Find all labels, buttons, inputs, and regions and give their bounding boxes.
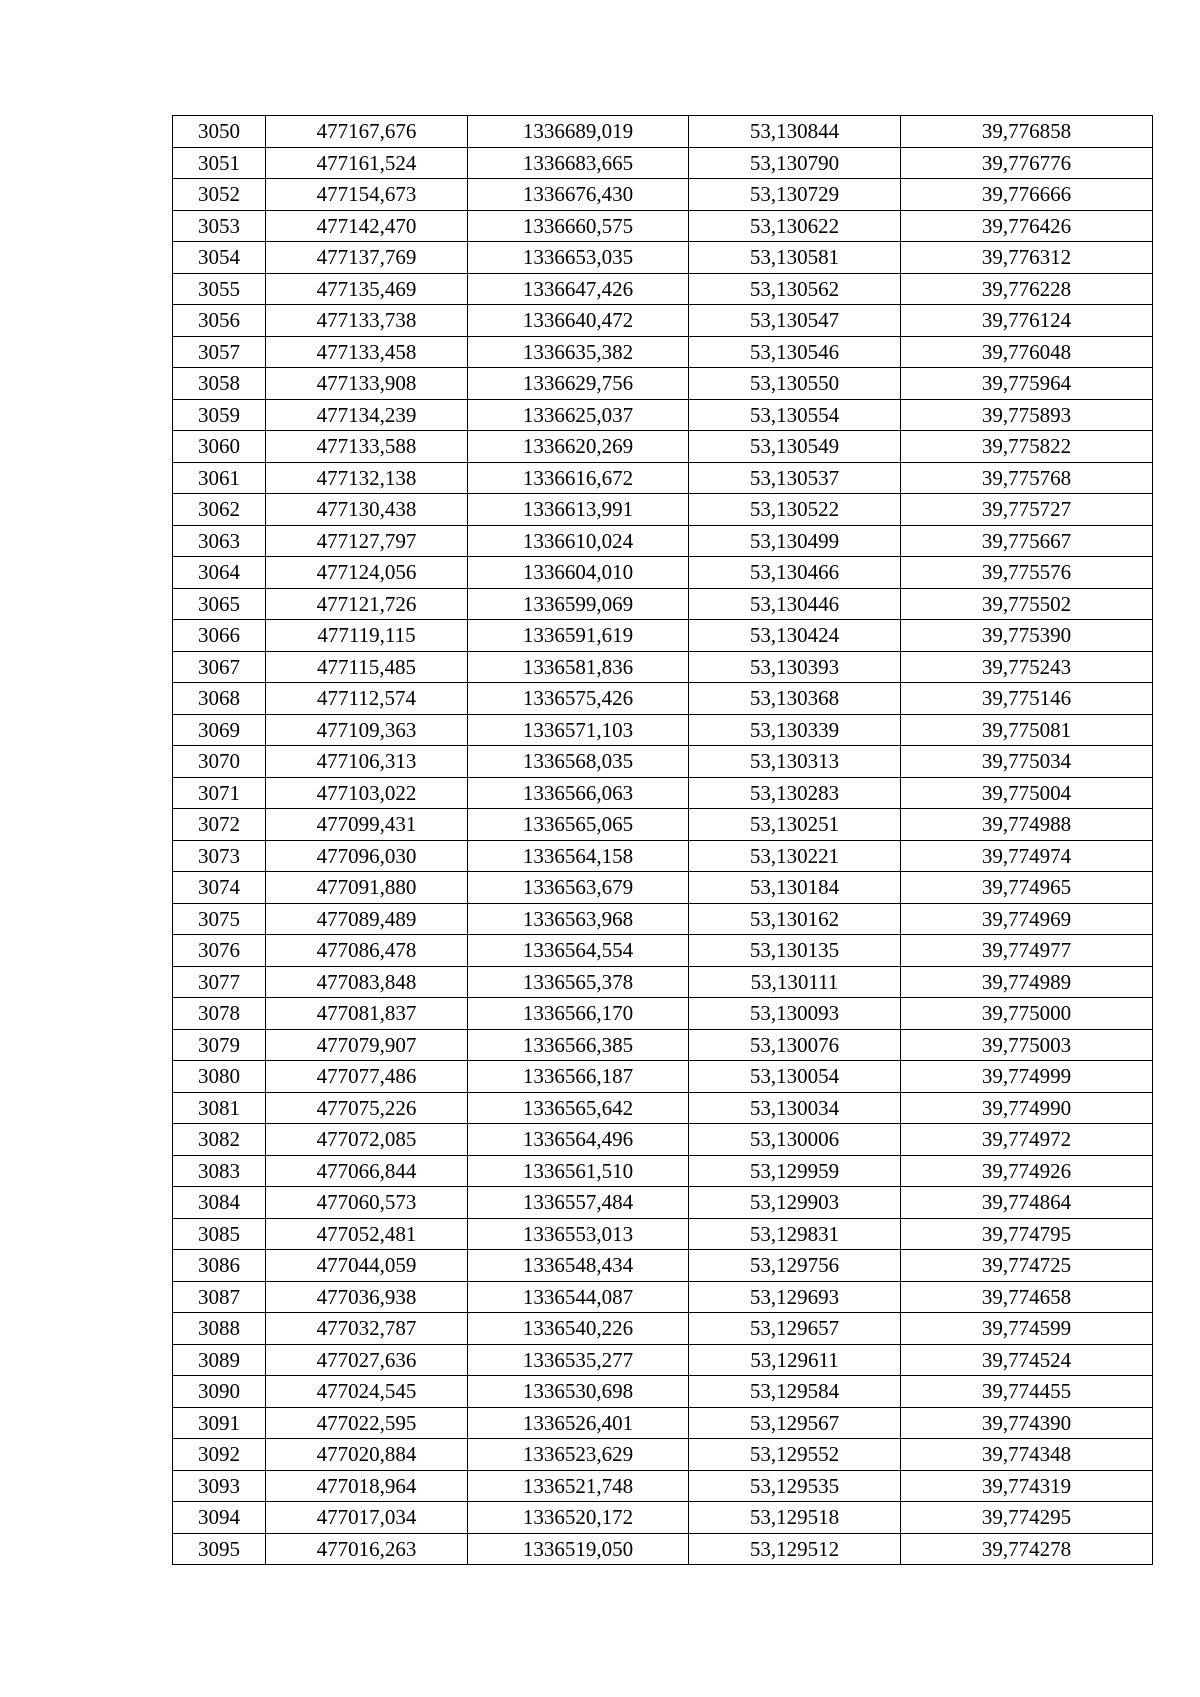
latitude-cell: 53,130622	[689, 210, 901, 242]
x-coordinate-cell: 477112,574	[266, 683, 468, 715]
latitude-cell: 53,130549	[689, 431, 901, 463]
x-coordinate-cell: 477161,524	[266, 147, 468, 179]
latitude-cell: 53,130844	[689, 116, 901, 148]
longitude-cell: 39,774524	[901, 1344, 1153, 1376]
point-number-cell: 3086	[173, 1250, 266, 1282]
longitude-cell: 39,774972	[901, 1124, 1153, 1156]
latitude-cell: 53,130522	[689, 494, 901, 526]
latitude-cell: 53,130054	[689, 1061, 901, 1093]
x-coordinate-cell: 477022,595	[266, 1407, 468, 1439]
latitude-cell: 53,129512	[689, 1533, 901, 1565]
longitude-cell: 39,774599	[901, 1313, 1153, 1345]
longitude-cell: 39,774999	[901, 1061, 1153, 1093]
latitude-cell: 53,129693	[689, 1281, 901, 1313]
table-row	[173, 935, 1153, 967]
point-number-cell: 3060	[173, 431, 266, 463]
x-coordinate-cell: 477052,481	[266, 1218, 468, 1250]
y-coordinate-cell: 1336548,434	[468, 1250, 689, 1282]
longitude-cell: 39,774725	[901, 1250, 1153, 1282]
x-coordinate-cell: 477137,769	[266, 242, 468, 274]
y-coordinate-cell: 1336616,672	[468, 462, 689, 494]
latitude-cell: 53,130581	[689, 242, 901, 274]
y-coordinate-cell: 1336563,679	[468, 872, 689, 904]
table-row	[173, 1187, 1153, 1219]
table-row	[173, 1218, 1153, 1250]
x-coordinate-cell: 477077,486	[266, 1061, 468, 1093]
x-coordinate-cell: 477142,470	[266, 210, 468, 242]
table-row	[173, 557, 1153, 589]
x-coordinate-cell: 477027,636	[266, 1344, 468, 1376]
longitude-cell: 39,775390	[901, 620, 1153, 652]
latitude-cell: 53,130221	[689, 840, 901, 872]
y-coordinate-cell: 1336653,035	[468, 242, 689, 274]
longitude-cell: 39,774278	[901, 1533, 1153, 1565]
latitude-cell: 53,130184	[689, 872, 901, 904]
coordinates-table-body	[173, 116, 1153, 1565]
latitude-cell: 53,129657	[689, 1313, 901, 1345]
table-row	[173, 1439, 1153, 1471]
latitude-cell: 53,129611	[689, 1344, 901, 1376]
x-coordinate-cell: 477075,226	[266, 1092, 468, 1124]
x-coordinate-cell: 477121,726	[266, 588, 468, 620]
x-coordinate-cell: 477036,938	[266, 1281, 468, 1313]
longitude-cell: 39,774295	[901, 1502, 1153, 1534]
x-coordinate-cell: 477106,313	[266, 746, 468, 778]
y-coordinate-cell: 1336519,050	[468, 1533, 689, 1565]
latitude-cell: 53,130135	[689, 935, 901, 967]
point-number-cell: 3061	[173, 462, 266, 494]
longitude-cell: 39,775000	[901, 998, 1153, 1030]
longitude-cell: 39,775964	[901, 368, 1153, 400]
table-row	[173, 116, 1153, 148]
y-coordinate-cell: 1336561,510	[468, 1155, 689, 1187]
table-row	[173, 494, 1153, 526]
y-coordinate-cell: 1336564,496	[468, 1124, 689, 1156]
y-coordinate-cell: 1336613,991	[468, 494, 689, 526]
table-row	[173, 210, 1153, 242]
point-number-cell: 3092	[173, 1439, 266, 1471]
point-number-cell: 3065	[173, 588, 266, 620]
point-number-cell: 3056	[173, 305, 266, 337]
y-coordinate-cell: 1336564,158	[468, 840, 689, 872]
x-coordinate-cell: 477060,573	[266, 1187, 468, 1219]
y-coordinate-cell: 1336564,554	[468, 935, 689, 967]
longitude-cell: 39,774864	[901, 1187, 1153, 1219]
x-coordinate-cell: 477032,787	[266, 1313, 468, 1345]
y-coordinate-cell: 1336575,426	[468, 683, 689, 715]
table-row	[173, 368, 1153, 400]
x-coordinate-cell: 477066,844	[266, 1155, 468, 1187]
latitude-cell: 53,129552	[689, 1439, 901, 1471]
longitude-cell: 39,775502	[901, 588, 1153, 620]
latitude-cell: 53,130499	[689, 525, 901, 557]
x-coordinate-cell: 477115,485	[266, 651, 468, 683]
y-coordinate-cell: 1336521,748	[468, 1470, 689, 1502]
longitude-cell: 39,776228	[901, 273, 1153, 305]
longitude-cell: 39,774974	[901, 840, 1153, 872]
y-coordinate-cell: 1336689,019	[468, 116, 689, 148]
table-row	[173, 1281, 1153, 1313]
table-row	[173, 1061, 1153, 1093]
point-number-cell: 3091	[173, 1407, 266, 1439]
x-coordinate-cell: 477016,263	[266, 1533, 468, 1565]
x-coordinate-cell: 477079,907	[266, 1029, 468, 1061]
table-row	[173, 620, 1153, 652]
x-coordinate-cell: 477133,458	[266, 336, 468, 368]
y-coordinate-cell: 1336581,836	[468, 651, 689, 683]
point-number-cell: 3095	[173, 1533, 266, 1565]
table-row	[173, 872, 1153, 904]
longitude-cell: 39,774390	[901, 1407, 1153, 1439]
point-number-cell: 3090	[173, 1376, 266, 1408]
x-coordinate-cell: 477044,059	[266, 1250, 468, 1282]
latitude-cell: 53,130729	[689, 179, 901, 211]
point-number-cell: 3093	[173, 1470, 266, 1502]
point-number-cell: 3059	[173, 399, 266, 431]
table-row	[173, 746, 1153, 778]
latitude-cell: 53,129567	[689, 1407, 901, 1439]
point-number-cell: 3063	[173, 525, 266, 557]
x-coordinate-cell: 477134,239	[266, 399, 468, 431]
table-row	[173, 998, 1153, 1030]
table-row	[173, 809, 1153, 841]
table-row	[173, 1407, 1153, 1439]
y-coordinate-cell: 1336676,430	[468, 179, 689, 211]
longitude-cell: 39,776048	[901, 336, 1153, 368]
point-number-cell: 3070	[173, 746, 266, 778]
longitude-cell: 39,774989	[901, 966, 1153, 998]
latitude-cell: 53,129959	[689, 1155, 901, 1187]
table-row	[173, 1313, 1153, 1345]
table-row	[173, 305, 1153, 337]
longitude-cell: 39,774988	[901, 809, 1153, 841]
point-number-cell: 3053	[173, 210, 266, 242]
x-coordinate-cell: 477018,964	[266, 1470, 468, 1502]
longitude-cell: 39,776426	[901, 210, 1153, 242]
table-row	[173, 336, 1153, 368]
longitude-cell: 39,775727	[901, 494, 1153, 526]
x-coordinate-cell: 477130,438	[266, 494, 468, 526]
x-coordinate-cell: 477154,673	[266, 179, 468, 211]
point-number-cell: 3062	[173, 494, 266, 526]
point-number-cell: 3075	[173, 903, 266, 935]
point-number-cell: 3077	[173, 966, 266, 998]
x-coordinate-cell: 477072,085	[266, 1124, 468, 1156]
latitude-cell: 53,130550	[689, 368, 901, 400]
y-coordinate-cell: 1336620,269	[468, 431, 689, 463]
y-coordinate-cell: 1336566,385	[468, 1029, 689, 1061]
point-number-cell: 3067	[173, 651, 266, 683]
longitude-cell: 39,774969	[901, 903, 1153, 935]
longitude-cell: 39,774990	[901, 1092, 1153, 1124]
longitude-cell: 39,774965	[901, 872, 1153, 904]
longitude-cell: 39,774455	[901, 1376, 1153, 1408]
longitude-cell: 39,774977	[901, 935, 1153, 967]
y-coordinate-cell: 1336565,642	[468, 1092, 689, 1124]
x-coordinate-cell: 477135,469	[266, 273, 468, 305]
y-coordinate-cell: 1336683,665	[468, 147, 689, 179]
point-number-cell: 3084	[173, 1187, 266, 1219]
y-coordinate-cell: 1336610,024	[468, 525, 689, 557]
x-coordinate-cell: 477167,676	[266, 116, 468, 148]
latitude-cell: 53,130393	[689, 651, 901, 683]
latitude-cell: 53,130093	[689, 998, 901, 1030]
point-number-cell: 3089	[173, 1344, 266, 1376]
latitude-cell: 53,130162	[689, 903, 901, 935]
point-number-cell: 3082	[173, 1124, 266, 1156]
latitude-cell: 53,130034	[689, 1092, 901, 1124]
x-coordinate-cell: 477109,363	[266, 714, 468, 746]
table-row	[173, 1092, 1153, 1124]
table-row	[173, 1250, 1153, 1282]
latitude-cell: 53,130313	[689, 746, 901, 778]
longitude-cell: 39,774319	[901, 1470, 1153, 1502]
y-coordinate-cell: 1336557,484	[468, 1187, 689, 1219]
latitude-cell: 53,130251	[689, 809, 901, 841]
point-number-cell: 3078	[173, 998, 266, 1030]
x-coordinate-cell: 477133,588	[266, 431, 468, 463]
table-row	[173, 840, 1153, 872]
y-coordinate-cell: 1336640,472	[468, 305, 689, 337]
point-number-cell: 3054	[173, 242, 266, 274]
table-row	[173, 399, 1153, 431]
y-coordinate-cell: 1336571,103	[468, 714, 689, 746]
latitude-cell: 53,129518	[689, 1502, 901, 1534]
table-row	[173, 1502, 1153, 1534]
x-coordinate-cell: 477017,034	[266, 1502, 468, 1534]
point-number-cell: 3071	[173, 777, 266, 809]
y-coordinate-cell: 1336530,698	[468, 1376, 689, 1408]
longitude-cell: 39,775146	[901, 683, 1153, 715]
y-coordinate-cell: 1336520,172	[468, 1502, 689, 1534]
latitude-cell: 53,130283	[689, 777, 901, 809]
x-coordinate-cell: 477099,431	[266, 809, 468, 841]
point-number-cell: 3080	[173, 1061, 266, 1093]
point-number-cell: 3087	[173, 1281, 266, 1313]
longitude-cell: 39,776312	[901, 242, 1153, 274]
y-coordinate-cell: 1336604,010	[468, 557, 689, 589]
latitude-cell: 53,130368	[689, 683, 901, 715]
y-coordinate-cell: 1336568,035	[468, 746, 689, 778]
table-row	[173, 714, 1153, 746]
longitude-cell: 39,774348	[901, 1439, 1153, 1471]
point-number-cell: 3076	[173, 935, 266, 967]
point-number-cell: 3083	[173, 1155, 266, 1187]
table-row	[173, 1470, 1153, 1502]
table-row	[173, 777, 1153, 809]
latitude-cell: 53,130562	[689, 273, 901, 305]
table-row	[173, 966, 1153, 998]
point-number-cell: 3051	[173, 147, 266, 179]
x-coordinate-cell: 477081,837	[266, 998, 468, 1030]
y-coordinate-cell: 1336526,401	[468, 1407, 689, 1439]
longitude-cell: 39,775081	[901, 714, 1153, 746]
longitude-cell: 39,776776	[901, 147, 1153, 179]
y-coordinate-cell: 1336566,187	[468, 1061, 689, 1093]
x-coordinate-cell: 477124,056	[266, 557, 468, 589]
y-coordinate-cell: 1336563,968	[468, 903, 689, 935]
y-coordinate-cell: 1336660,575	[468, 210, 689, 242]
table-row	[173, 1376, 1153, 1408]
table-row	[173, 179, 1153, 211]
y-coordinate-cell: 1336544,087	[468, 1281, 689, 1313]
y-coordinate-cell: 1336523,629	[468, 1439, 689, 1471]
latitude-cell: 53,130554	[689, 399, 901, 431]
table-row	[173, 588, 1153, 620]
x-coordinate-cell: 477132,138	[266, 462, 468, 494]
latitude-cell: 53,129903	[689, 1187, 901, 1219]
longitude-cell: 39,774795	[901, 1218, 1153, 1250]
point-number-cell: 3072	[173, 809, 266, 841]
longitude-cell: 39,776124	[901, 305, 1153, 337]
point-number-cell: 3050	[173, 116, 266, 148]
latitude-cell: 53,130424	[689, 620, 901, 652]
y-coordinate-cell: 1336565,378	[468, 966, 689, 998]
point-number-cell: 3052	[173, 179, 266, 211]
y-coordinate-cell: 1336647,426	[468, 273, 689, 305]
latitude-cell: 53,129756	[689, 1250, 901, 1282]
y-coordinate-cell: 1336566,170	[468, 998, 689, 1030]
point-number-cell: 3073	[173, 840, 266, 872]
table-row	[173, 242, 1153, 274]
latitude-cell: 53,130339	[689, 714, 901, 746]
table-row	[173, 1124, 1153, 1156]
longitude-cell: 39,774926	[901, 1155, 1153, 1187]
y-coordinate-cell: 1336566,063	[468, 777, 689, 809]
x-coordinate-cell: 477083,848	[266, 966, 468, 998]
table-row	[173, 431, 1153, 463]
point-number-cell: 3069	[173, 714, 266, 746]
point-number-cell: 3079	[173, 1029, 266, 1061]
y-coordinate-cell: 1336553,013	[468, 1218, 689, 1250]
latitude-cell: 53,130537	[689, 462, 901, 494]
point-number-cell: 3085	[173, 1218, 266, 1250]
x-coordinate-cell: 477127,797	[266, 525, 468, 557]
longitude-cell: 39,775822	[901, 431, 1153, 463]
longitude-cell: 39,775034	[901, 746, 1153, 778]
table-row	[173, 1344, 1153, 1376]
longitude-cell: 39,775893	[901, 399, 1153, 431]
longitude-cell: 39,776858	[901, 116, 1153, 148]
point-number-cell: 3088	[173, 1313, 266, 1345]
longitude-cell: 39,775667	[901, 525, 1153, 557]
point-number-cell: 3081	[173, 1092, 266, 1124]
longitude-cell: 39,774658	[901, 1281, 1153, 1313]
y-coordinate-cell: 1336540,226	[468, 1313, 689, 1345]
longitude-cell: 39,775576	[901, 557, 1153, 589]
table-row	[173, 683, 1153, 715]
table-row	[173, 525, 1153, 557]
x-coordinate-cell: 477020,884	[266, 1439, 468, 1471]
y-coordinate-cell: 1336565,065	[468, 809, 689, 841]
table-row	[173, 1029, 1153, 1061]
x-coordinate-cell: 477096,030	[266, 840, 468, 872]
latitude-cell: 53,130546	[689, 336, 901, 368]
latitude-cell: 53,129584	[689, 1376, 901, 1408]
longitude-cell: 39,776666	[901, 179, 1153, 211]
x-coordinate-cell: 477089,489	[266, 903, 468, 935]
x-coordinate-cell: 477133,908	[266, 368, 468, 400]
longitude-cell: 39,775003	[901, 1029, 1153, 1061]
table-row	[173, 462, 1153, 494]
longitude-cell: 39,775768	[901, 462, 1153, 494]
point-number-cell: 3057	[173, 336, 266, 368]
latitude-cell: 53,130446	[689, 588, 901, 620]
x-coordinate-cell: 477119,115	[266, 620, 468, 652]
y-coordinate-cell: 1336629,756	[468, 368, 689, 400]
table-row	[173, 147, 1153, 179]
latitude-cell: 53,130466	[689, 557, 901, 589]
y-coordinate-cell: 1336599,069	[468, 588, 689, 620]
latitude-cell: 53,129831	[689, 1218, 901, 1250]
point-number-cell: 3068	[173, 683, 266, 715]
x-coordinate-cell: 477024,545	[266, 1376, 468, 1408]
y-coordinate-cell: 1336535,277	[468, 1344, 689, 1376]
table-row	[173, 273, 1153, 305]
point-number-cell: 3055	[173, 273, 266, 305]
point-number-cell: 3058	[173, 368, 266, 400]
latitude-cell: 53,130006	[689, 1124, 901, 1156]
point-number-cell: 3064	[173, 557, 266, 589]
point-number-cell: 3074	[173, 872, 266, 904]
table-row	[173, 903, 1153, 935]
point-number-cell: 3066	[173, 620, 266, 652]
latitude-cell: 53,130790	[689, 147, 901, 179]
table-row	[173, 1533, 1153, 1565]
longitude-cell: 39,775243	[901, 651, 1153, 683]
latitude-cell: 53,130111	[689, 966, 901, 998]
latitude-cell: 53,130547	[689, 305, 901, 337]
point-number-cell: 3094	[173, 1502, 266, 1534]
table-row	[173, 651, 1153, 683]
y-coordinate-cell: 1336591,619	[468, 620, 689, 652]
coordinates-table	[172, 115, 1153, 1565]
y-coordinate-cell: 1336625,037	[468, 399, 689, 431]
table-row	[173, 1155, 1153, 1187]
x-coordinate-cell: 477091,880	[266, 872, 468, 904]
y-coordinate-cell: 1336635,382	[468, 336, 689, 368]
x-coordinate-cell: 477133,738	[266, 305, 468, 337]
longitude-cell: 39,775004	[901, 777, 1153, 809]
x-coordinate-cell: 477103,022	[266, 777, 468, 809]
x-coordinate-cell: 477086,478	[266, 935, 468, 967]
latitude-cell: 53,130076	[689, 1029, 901, 1061]
latitude-cell: 53,129535	[689, 1470, 901, 1502]
